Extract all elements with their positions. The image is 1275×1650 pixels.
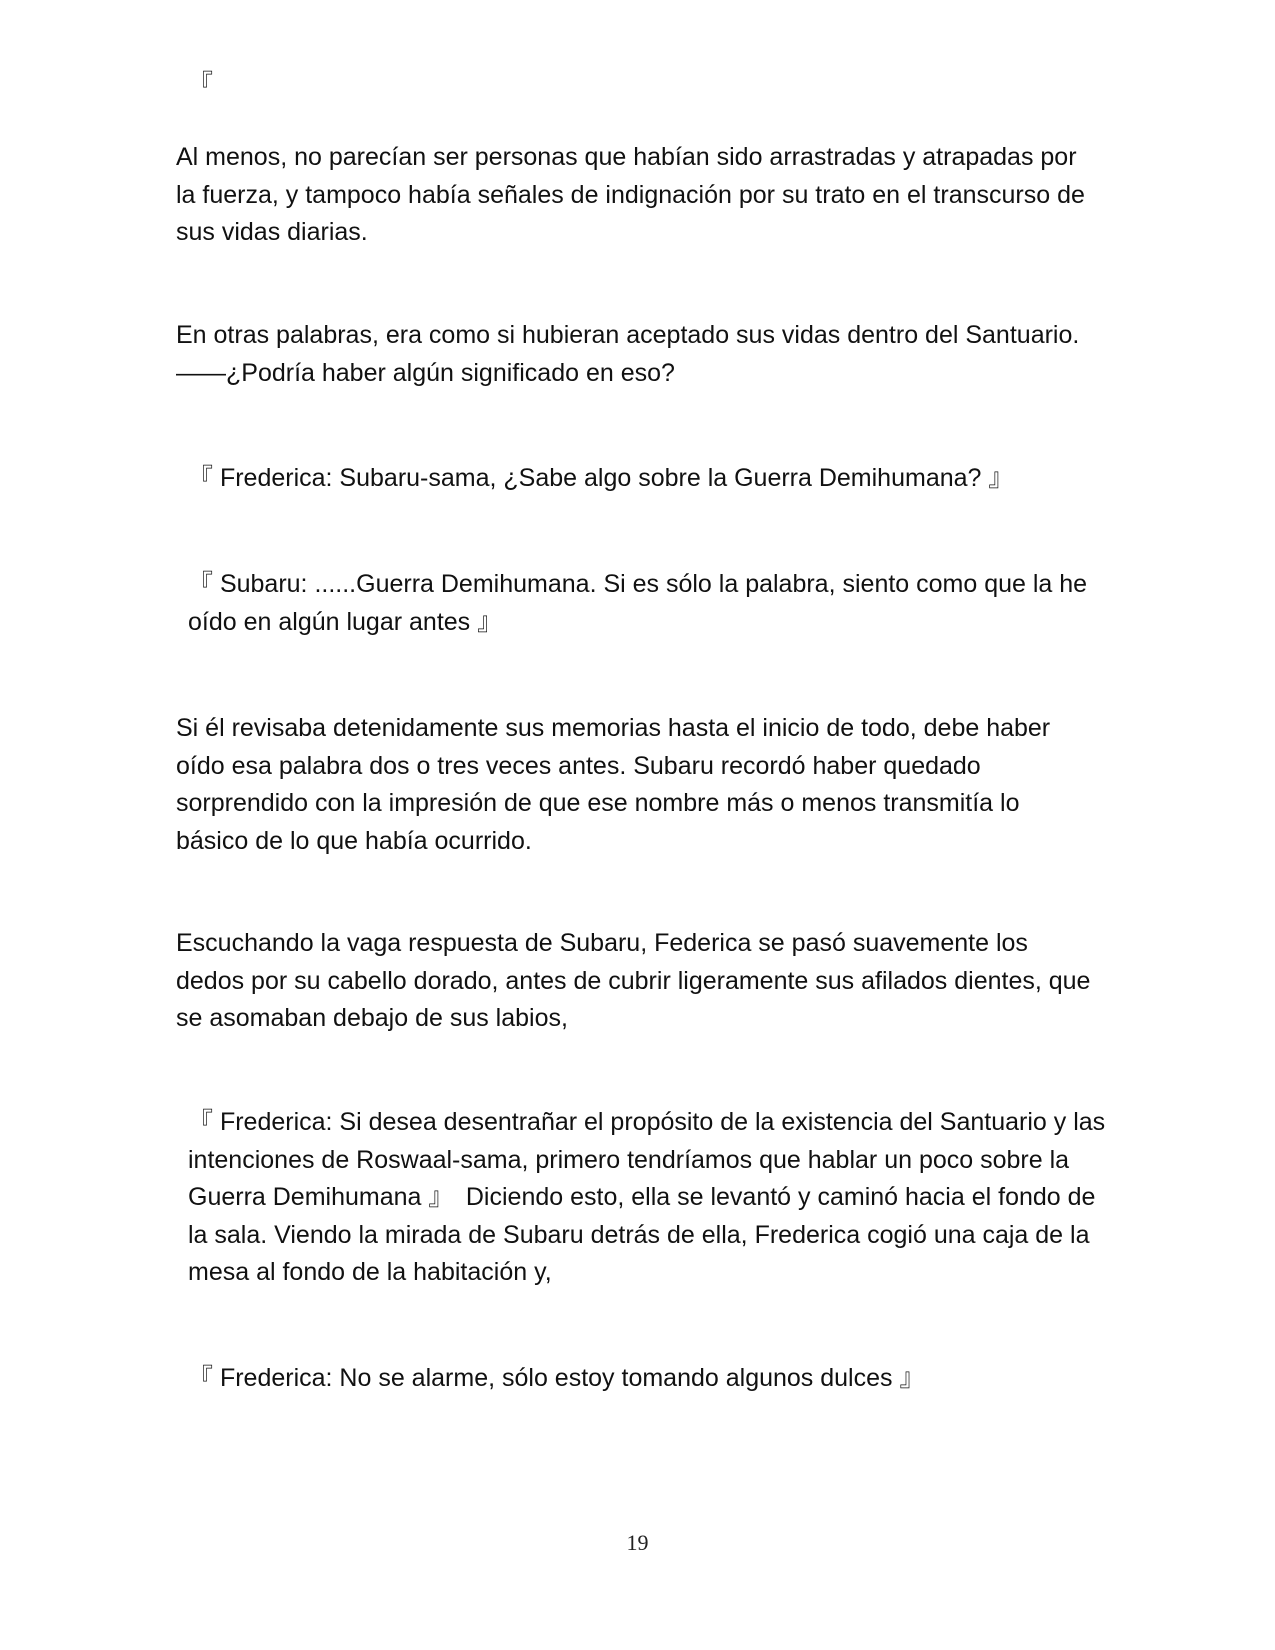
dialogue-subaru-1: 『 Subaru: ......Guerra Demihumana. Si es sólo la palabra, siento como que la he oído en algún lugar antes 』 xyxy=(188,570,1088,636)
paragraph-narration-2: En otras palabras, era como si hubieran aceptado sus vidas dentro del Santuario. ——¿Podría haber algún significado en eso? xyxy=(176,321,1080,387)
dialogue-frederica-2: 『 Frederica: Si desea desentrañar el propósito de la existencia del Santuario y las intenciones de Roswaal-sama, primero tendríamos que hablar un poco sobre la Guerra Demihumana 』 Diciendo esto, ella se levantó y caminó hacia el fondo de la sala. Viendo la mirada de Subaru detrás de ella, Frederica cogió una caja de la mesa al fondo de la habitación y, xyxy=(188,1108,1106,1286)
paragraph-narration-3: Si él revisaba detenidamente sus memorias hasta el inicio de todo, debe haber oído esa palabra dos o tres veces antes. Subaru recordó haber quedado sorprendido con la impresión de que ese nombre más o menos transmitía lo básico de lo que había ocurrido. xyxy=(176,714,1051,855)
paragraph-narration-4: Escuchando la vaga respuesta de Subaru, Federica se pasó suavemente los dedos por su cabello dorado, antes de cubrir ligeramente sus afilados dientes, que se asomaban debajo de sus labios, xyxy=(176,929,1091,1032)
opening-bracket: 『 xyxy=(188,70,214,98)
page-number: 19 xyxy=(626,1530,649,1555)
dialogue-frederica-1: 『 Frederica: Subaru-sama, ¿Sabe algo sobre la Guerra Demihumana? 』 xyxy=(188,464,1014,492)
dialogue-frederica-3: 『 Frederica: No se alarme, sólo estoy tomando algunos dulces 』 xyxy=(188,1364,925,1392)
paragraph-narration-1: Al menos, no parecían ser personas que habían sido arrastradas y atrapadas por la fuerza, y tampoco había señales de indignación por su trato en el transcurso de sus vidas diarias. xyxy=(176,143,1085,246)
